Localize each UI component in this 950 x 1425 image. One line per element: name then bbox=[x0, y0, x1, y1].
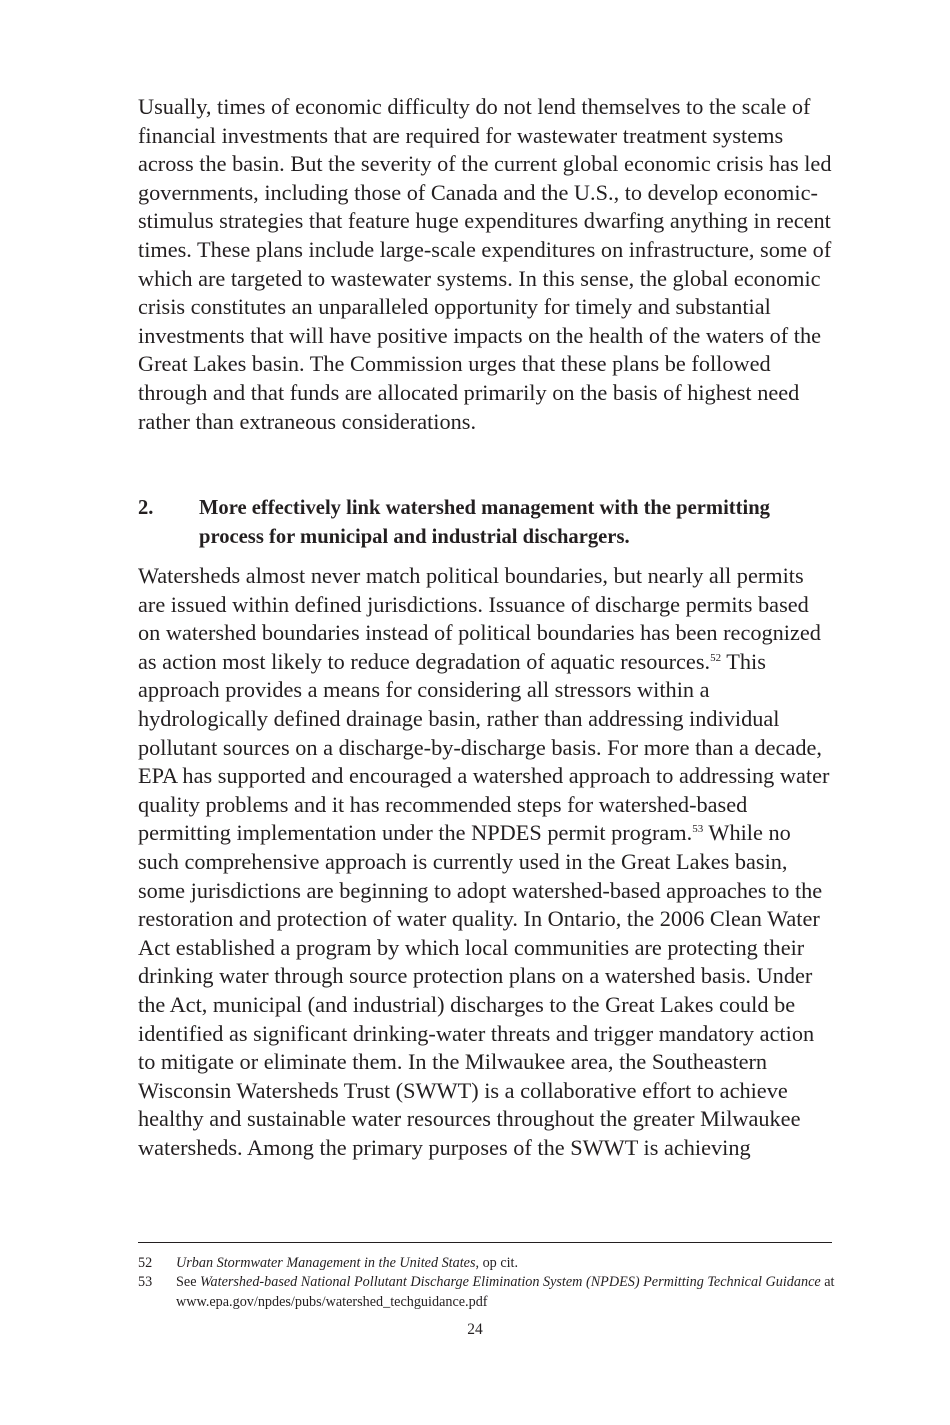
footnote-52-title: Urban Stormwater Management in the United States bbox=[176, 1255, 476, 1271]
section-heading-number: 2. bbox=[138, 497, 154, 519]
section-heading-text: More effectively link watershed management with the permitting process for municipal and industrial dischargers. bbox=[199, 497, 770, 548]
footnote-53-rest: at www.epa.gov/npdes/pubs/watershed_techguidance.pdf bbox=[176, 1274, 835, 1310]
body-paragraph-2 bbox=[138, 562, 832, 1162]
footnote-ref-52: 52 bbox=[710, 651, 722, 664]
paragraph-2-part-1: Watersheds almost never match political boundaries, but nearly all permits are issued within defined jurisdictions. Issuance of discharge permits based on watershed boundaries instead of political boundaries has been recognized as action most likely to reduce degradation of aquatic resources. bbox=[138, 563, 821, 674]
page-number: 24 bbox=[467, 1321, 483, 1338]
footnote-52-number: 52 bbox=[138, 1255, 153, 1271]
footnote-divider bbox=[138, 1242, 832, 1243]
footnote-53-body bbox=[176, 1273, 836, 1312]
footnote-ref-53: 53 bbox=[692, 823, 704, 836]
footnote-53-number: 53 bbox=[138, 1274, 153, 1290]
footnote-53-lead: See bbox=[176, 1274, 201, 1290]
paragraph-2-part-3: While no such comprehensive approach is currently used in the Great Lakes basin, some jurisdictions are beginning to adopt watershed-based approaches to the restoration and protection of water quality. In Ontario, the 2006 Clean Water Act established a program by which local communities are protecting their drinking water through source protection plans on a watershed basis. Under the Act, municipal (and industrial) discharges to the Great Lakes could be identified as significant drinking-water threats and trigger mandatory action to mitigate or eliminate them. In the Milwaukee area, the Southeastern Wisconsin Watersheds Trust (SWWT) is a collaborative effort to achieve healthy and sustainable water resources throughout the greater Milwaukee watersheds. Among the primary purposes of the SWWT is achieving bbox=[138, 820, 823, 1160]
footnote-52-rest: , op cit. bbox=[475, 1255, 519, 1271]
paragraph-2-part-2: This approach provides a means for considering all stressors within a hydrologically defined drainage basin, rather than addressing individual pollutant sources on a discharge-by-discharge basis. For more than a decade, EPA has supported and encouraged a watershed approach to addressing water quality problems and it has recommended steps for watershed-based permitting implementation under the NPDES permit program. bbox=[138, 648, 830, 846]
footnote-52-body bbox=[176, 1254, 836, 1274]
body-paragraph-1: Usually, times of economic difficulty do not lend themselves to the scale of financial investments that are required for wastewater treatment systems across the basin. But the severity of the current global economic crisis has led governments, including those of Canada and the U.S., to develop economic-stimulus strategies that feature huge expenditures dwarfing anything in recent times. These plans include large-scale expenditures on infrastructure, some of which are targeted to wastewater systems. In this sense, the global economic crisis constitutes an unparalleled opportunity for timely and substantial investments that will have positive impacts on the health of the waters of the Great Lakes basin. The Commission urges that these plans be followed through and that funds are allocated primarily on the basis of highest need rather than extraneous considerations. bbox=[138, 94, 832, 434]
footnote-53-title: Watershed-based National Pollutant Discharge Elimination System (NPDES) Permitting Technical Guidance bbox=[200, 1274, 821, 1290]
